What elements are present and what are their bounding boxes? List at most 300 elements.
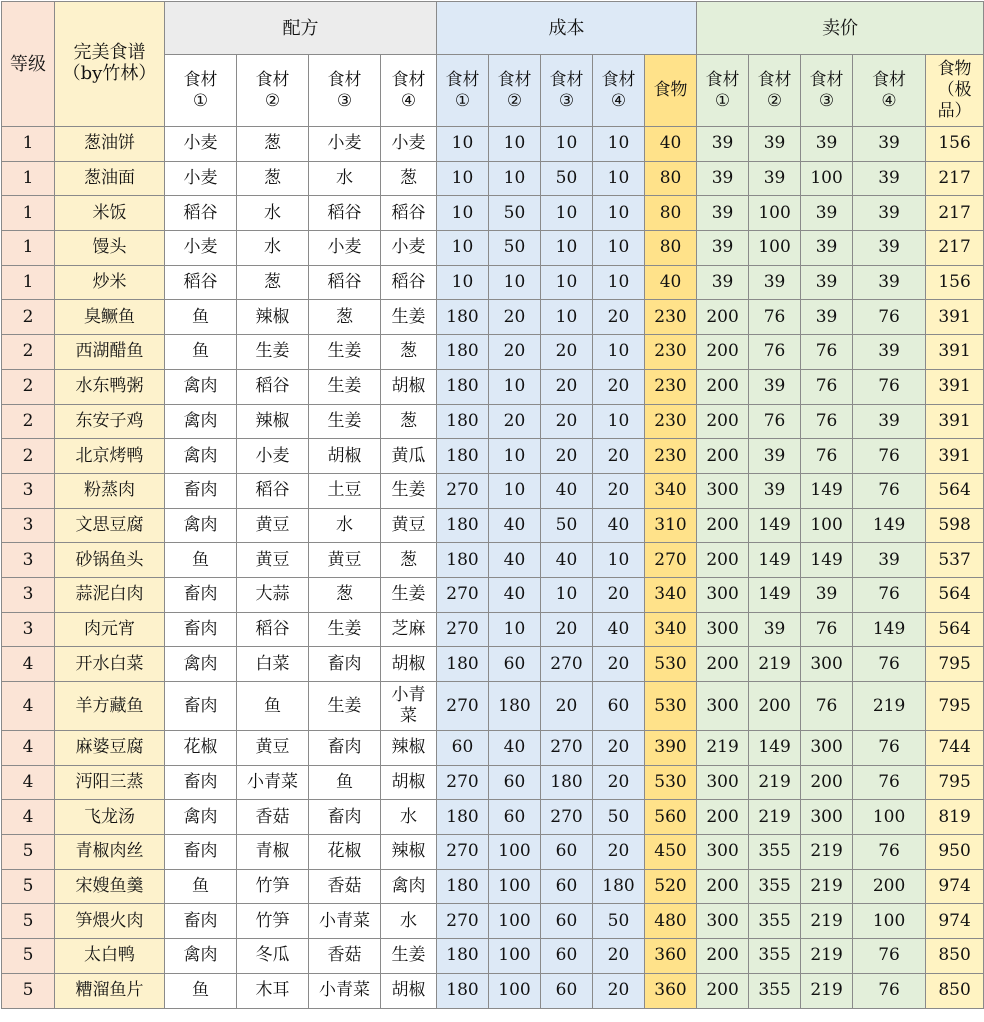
ingredient-cost-cell: 10 (593, 161, 645, 196)
ingredient-cell: 黄豆 (237, 543, 309, 578)
food-price-cell: 974 (926, 869, 984, 904)
food-price-cell: 391 (926, 335, 984, 370)
cost-col-header: 食物 (645, 55, 697, 127)
table-body (2, 127, 984, 1009)
ingredient-price-cell: 200 (697, 543, 749, 578)
ingredient-cost-cell: 180 (437, 800, 489, 835)
ingredient-price-cell: 219 (801, 869, 853, 904)
ingredient-cost-cell: 20 (489, 300, 541, 335)
ingredient-cell: 生姜 (381, 473, 437, 508)
ingredient-cost-cell: 20 (541, 404, 593, 439)
ingredient-price-cell: 76 (853, 300, 926, 335)
ingredient-cell: 小青菜 (309, 904, 381, 939)
ingredient-price-cell: 219 (697, 731, 749, 766)
ingredient-cell: 冬瓜 (237, 939, 309, 974)
ingredient-cell: 辣椒 (381, 835, 437, 870)
ingredient-cell: 生姜 (237, 335, 309, 370)
level-cell: 3 (2, 508, 55, 543)
level-cell: 4 (2, 682, 55, 731)
food-cost-cell: 530 (645, 647, 697, 682)
food-cost-cell: 230 (645, 300, 697, 335)
ingredient-price-cell: 76 (801, 682, 853, 731)
food-price-cell: 850 (926, 939, 984, 974)
food-price-cell: 217 (926, 161, 984, 196)
ingredient-cost-cell: 50 (489, 196, 541, 231)
ingredient-price-cell: 39 (697, 231, 749, 266)
ingredient-cell: 禽肉 (165, 404, 237, 439)
level-cell: 3 (2, 577, 55, 612)
ingredient-price-cell: 200 (697, 335, 749, 370)
ingredient-cell: 稻谷 (237, 473, 309, 508)
ingredient-cell: 鱼 (165, 300, 237, 335)
ingredient-cell: 小麦 (165, 161, 237, 196)
ingredient-price-cell: 39 (749, 369, 801, 404)
ingredient-cell: 葱 (237, 161, 309, 196)
food-price-cell: 795 (926, 682, 984, 731)
cost-col-header: 食材 ④ (593, 55, 645, 127)
ingredient-price-cell: 100 (749, 196, 801, 231)
ingredient-cost-cell: 10 (593, 543, 645, 578)
recipe-name-cell: 北京烤鸭 (55, 439, 165, 474)
ingredient-cell: 畜肉 (165, 904, 237, 939)
ingredient-cell: 葱 (309, 300, 381, 335)
ingredient-cell: 辣椒 (381, 731, 437, 766)
table-row (2, 161, 984, 196)
ingredient-cell: 生姜 (309, 682, 381, 731)
ingredient-cost-cell: 10 (593, 404, 645, 439)
food-cost-cell: 40 (645, 265, 697, 300)
ingredient-cell: 稻谷 (309, 265, 381, 300)
ingredient-cost-cell: 20 (593, 973, 645, 1008)
ingredient-cost-cell: 10 (489, 127, 541, 162)
ingredient-price-cell: 100 (801, 508, 853, 543)
ingredient-cell: 胡椒 (309, 439, 381, 474)
ingredient-price-cell: 219 (749, 765, 801, 800)
recipe-name-cell: 馒头 (55, 231, 165, 266)
ingredient-cost-cell: 180 (437, 439, 489, 474)
ingredient-cost-cell: 60 (541, 904, 593, 939)
ingredient-cell: 小青 菜 (381, 682, 437, 731)
ingredient-cell: 黄豆 (309, 543, 381, 578)
ingredient-price-cell: 76 (749, 335, 801, 370)
ingredient-price-cell: 300 (697, 765, 749, 800)
ingredient-cost-cell: 20 (541, 682, 593, 731)
level-cell: 1 (2, 161, 55, 196)
ingredient-cost-cell: 180 (593, 869, 645, 904)
ingredient-cost-cell: 270 (437, 904, 489, 939)
table-row (2, 765, 984, 800)
ingredient-cost-cell: 180 (437, 300, 489, 335)
table-row (2, 904, 984, 939)
level-cell: 1 (2, 231, 55, 266)
ingredient-cell: 稻谷 (165, 196, 237, 231)
table-row (2, 473, 984, 508)
food-price-cell: 391 (926, 300, 984, 335)
level-cell: 1 (2, 127, 55, 162)
ingredient-price-cell: 300 (801, 800, 853, 835)
ingredient-price-cell: 39 (801, 300, 853, 335)
ingredient-price-cell: 355 (749, 904, 801, 939)
recipe-name-cell: 东安子鸡 (55, 404, 165, 439)
ingredient-cost-cell: 100 (489, 869, 541, 904)
ingredient-price-cell: 76 (801, 439, 853, 474)
table-row (2, 369, 984, 404)
ingredient-cost-cell: 20 (593, 765, 645, 800)
table-row (2, 577, 984, 612)
food-price-cell: 950 (926, 835, 984, 870)
food-cost-cell: 230 (645, 404, 697, 439)
level-cell: 5 (2, 939, 55, 974)
ingredient-cost-cell: 40 (541, 543, 593, 578)
ingredient-price-cell: 200 (853, 869, 926, 904)
food-price-cell: 819 (926, 800, 984, 835)
ingredient-cost-cell: 10 (541, 577, 593, 612)
ingredient-cost-cell: 270 (541, 647, 593, 682)
food-cost-cell: 360 (645, 973, 697, 1008)
ingredient-price-cell: 300 (697, 612, 749, 647)
ingredient-cell: 小青菜 (237, 765, 309, 800)
ingredient-cell: 黄瓜 (381, 439, 437, 474)
ingredient-price-cell: 200 (801, 765, 853, 800)
ingredient-cell: 稻谷 (381, 265, 437, 300)
food-price-cell: 391 (926, 439, 984, 474)
ingredient-price-cell: 76 (853, 731, 926, 766)
ingredient-cell: 鱼 (165, 973, 237, 1008)
ingredient-price-cell: 39 (853, 196, 926, 231)
ingredient-cost-cell: 10 (541, 265, 593, 300)
ingredient-price-cell: 39 (853, 231, 926, 266)
table-row (2, 973, 984, 1008)
ingredient-cost-cell: 10 (437, 127, 489, 162)
ingredient-price-cell: 149 (749, 508, 801, 543)
recipe-name-cell: 飞龙汤 (55, 800, 165, 835)
food-cost-cell: 230 (645, 369, 697, 404)
group-cost-header: 成本 (437, 2, 697, 55)
ingredient-cell: 水 (237, 231, 309, 266)
food-price-cell: 156 (926, 127, 984, 162)
ingredient-cell: 黄豆 (237, 731, 309, 766)
table-row (2, 682, 984, 731)
ingredient-cost-cell: 100 (489, 939, 541, 974)
ingredient-price-cell: 149 (749, 577, 801, 612)
ingredient-cost-cell: 20 (593, 439, 645, 474)
ingredient-price-cell: 200 (697, 369, 749, 404)
table-row (2, 612, 984, 647)
ingredient-cell: 葱 (381, 161, 437, 196)
ingredient-cost-cell: 10 (489, 439, 541, 474)
ingredient-price-cell: 200 (697, 439, 749, 474)
price-col-header: 食材 ① (697, 55, 749, 127)
ingredient-cost-cell: 10 (593, 196, 645, 231)
ingredient-price-cell: 219 (853, 682, 926, 731)
ingredient-cell: 畜肉 (309, 800, 381, 835)
food-price-cell: 744 (926, 731, 984, 766)
ingredient-cost-cell: 20 (593, 473, 645, 508)
ingredient-cell: 黄豆 (381, 508, 437, 543)
ingredient-cost-cell: 10 (541, 300, 593, 335)
ingredient-cell: 禽肉 (165, 369, 237, 404)
level-cell: 3 (2, 473, 55, 508)
ingredient-price-cell: 100 (853, 904, 926, 939)
table-row (2, 127, 984, 162)
ingredient-cost-cell: 180 (437, 508, 489, 543)
ingredient-price-cell: 76 (801, 369, 853, 404)
ingredient-cell: 生姜 (309, 612, 381, 647)
table-row (2, 800, 984, 835)
ingredient-cell: 葱 (309, 577, 381, 612)
level-cell: 3 (2, 543, 55, 578)
food-cost-cell: 340 (645, 577, 697, 612)
recipe-name-cell: 沔阳三蒸 (55, 765, 165, 800)
ingredient-cost-cell: 180 (437, 973, 489, 1008)
ingredient-cost-cell: 270 (437, 765, 489, 800)
recipe-col-header: 食材 ① (165, 55, 237, 127)
ingredient-cost-cell: 60 (489, 800, 541, 835)
table-row (2, 939, 984, 974)
ingredient-cost-cell: 10 (541, 231, 593, 266)
ingredient-cost-cell: 60 (541, 835, 593, 870)
price-col-header: 食材 ② (749, 55, 801, 127)
ingredient-cell: 黄豆 (237, 508, 309, 543)
recipe-name-cell: 葱油面 (55, 161, 165, 196)
ingredient-cell: 葱 (237, 265, 309, 300)
ingredient-cost-cell: 180 (437, 647, 489, 682)
food-cost-cell: 230 (645, 439, 697, 474)
ingredient-cell: 水 (381, 800, 437, 835)
ingredient-cell: 禽肉 (165, 508, 237, 543)
ingredient-price-cell: 300 (697, 682, 749, 731)
ingredient-cell: 葱 (381, 335, 437, 370)
ingredient-cost-cell: 20 (593, 731, 645, 766)
ingredient-cost-cell: 60 (541, 973, 593, 1008)
ingredient-cost-cell: 60 (489, 647, 541, 682)
ingredient-cell: 禽肉 (165, 439, 237, 474)
ingredient-cost-cell: 180 (541, 765, 593, 800)
ingredient-cost-cell: 10 (437, 161, 489, 196)
ingredient-price-cell: 300 (697, 577, 749, 612)
ingredient-cost-cell: 40 (593, 508, 645, 543)
recipe-name-cell: 宋嫂鱼羹 (55, 869, 165, 904)
level-cell: 4 (2, 647, 55, 682)
ingredient-price-cell: 76 (853, 577, 926, 612)
ingredient-cell: 畜肉 (165, 612, 237, 647)
ingredient-cell: 胡椒 (381, 765, 437, 800)
recipe-name-cell: 文思豆腐 (55, 508, 165, 543)
ingredient-price-cell: 39 (801, 196, 853, 231)
recipe-name-cell: 羊方藏鱼 (55, 682, 165, 731)
price-col-header: 食材 ③ (801, 55, 853, 127)
ingredient-cell: 花椒 (309, 835, 381, 870)
ingredient-price-cell: 39 (749, 439, 801, 474)
table-row (2, 543, 984, 578)
level-cell: 4 (2, 731, 55, 766)
ingredient-cell: 花椒 (165, 731, 237, 766)
ingredient-cell: 葱 (237, 127, 309, 162)
ingredient-price-cell: 76 (749, 300, 801, 335)
ingredient-cell: 香菇 (309, 939, 381, 974)
ingredient-cell: 胡椒 (381, 369, 437, 404)
ingredient-cost-cell: 10 (489, 473, 541, 508)
cost-col-header: 食材 ③ (541, 55, 593, 127)
ingredient-cost-cell: 20 (593, 300, 645, 335)
ingredient-price-cell: 76 (749, 404, 801, 439)
ingredient-cost-cell: 100 (489, 904, 541, 939)
ingredient-cost-cell: 20 (489, 404, 541, 439)
ingredient-cell: 稻谷 (165, 265, 237, 300)
level-cell: 1 (2, 265, 55, 300)
ingredient-price-cell: 76 (801, 404, 853, 439)
ingredient-price-cell: 39 (697, 127, 749, 162)
ingredient-cell: 香菇 (237, 800, 309, 835)
ingredient-cell: 畜肉 (165, 765, 237, 800)
ingredient-cost-cell: 180 (489, 682, 541, 731)
ingredient-price-cell: 39 (749, 127, 801, 162)
recipe-name-cell: 太白鸭 (55, 939, 165, 974)
ingredient-cell: 畜肉 (165, 473, 237, 508)
recipe-name-cell: 葱油饼 (55, 127, 165, 162)
ingredient-cell: 生姜 (381, 300, 437, 335)
recipe-name-header (55, 2, 165, 127)
ingredient-cell: 大蒜 (237, 577, 309, 612)
ingredient-price-cell: 355 (749, 939, 801, 974)
ingredient-cost-cell: 20 (593, 369, 645, 404)
ingredient-cell: 畜肉 (165, 835, 237, 870)
ingredient-cell: 生姜 (381, 939, 437, 974)
ingredient-cost-cell: 180 (437, 939, 489, 974)
ingredient-cell: 禽肉 (165, 800, 237, 835)
level-cell: 5 (2, 973, 55, 1008)
ingredient-price-cell: 300 (697, 835, 749, 870)
food-cost-cell: 230 (645, 335, 697, 370)
ingredient-cell: 稻谷 (309, 196, 381, 231)
ingredient-cell: 鱼 (309, 765, 381, 800)
table-row (2, 404, 984, 439)
group-price-header: 卖价 (697, 2, 984, 55)
ingredient-price-cell: 355 (749, 869, 801, 904)
recipe-name-header-text: 完美食谱 （by竹林） (62, 42, 157, 84)
ingredient-price-cell: 76 (853, 439, 926, 474)
ingredient-cell: 小麦 (381, 127, 437, 162)
recipe-name-cell: 砂锅鱼头 (55, 543, 165, 578)
food-cost-cell: 560 (645, 800, 697, 835)
ingredient-price-cell: 76 (801, 335, 853, 370)
ingredient-cost-cell: 10 (593, 265, 645, 300)
ingredient-price-cell: 39 (749, 161, 801, 196)
table-row (2, 731, 984, 766)
ingredient-cell: 胡椒 (381, 973, 437, 1008)
ingredient-price-cell: 149 (853, 612, 926, 647)
ingredient-cost-cell: 10 (593, 127, 645, 162)
recipe-name-cell: 水东鸭粥 (55, 369, 165, 404)
level-cell: 3 (2, 612, 55, 647)
ingredient-cell: 水 (309, 161, 381, 196)
ingredient-price-cell: 39 (697, 196, 749, 231)
level-cell: 4 (2, 800, 55, 835)
ingredient-price-cell: 100 (749, 231, 801, 266)
food-cost-cell: 270 (645, 543, 697, 578)
price-col-header: 食物 （极品） (926, 55, 984, 127)
ingredient-price-cell: 300 (801, 647, 853, 682)
ingredient-price-cell: 39 (801, 265, 853, 300)
ingredient-cell: 辣椒 (237, 300, 309, 335)
food-price-cell: 850 (926, 973, 984, 1008)
ingredient-cell: 畜肉 (309, 647, 381, 682)
recipe-col-header: 食材 ④ (381, 55, 437, 127)
table-row (2, 300, 984, 335)
food-price-cell: 598 (926, 508, 984, 543)
ingredient-cell: 竹笋 (237, 904, 309, 939)
ingredient-cost-cell: 10 (593, 335, 645, 370)
recipe-name-cell: 米饭 (55, 196, 165, 231)
ingredient-price-cell: 76 (853, 939, 926, 974)
food-cost-cell: 40 (645, 127, 697, 162)
ingredient-cell: 小麦 (381, 231, 437, 266)
ingredient-cost-cell: 50 (593, 800, 645, 835)
ingredient-cell: 葱 (381, 404, 437, 439)
level-cell: 2 (2, 369, 55, 404)
ingredient-cost-cell: 270 (437, 577, 489, 612)
table-row (2, 196, 984, 231)
ingredient-cost-cell: 40 (541, 473, 593, 508)
ingredient-cost-cell: 100 (489, 973, 541, 1008)
recipe-name-cell: 粉蒸肉 (55, 473, 165, 508)
ingredient-price-cell: 39 (801, 231, 853, 266)
ingredient-price-cell: 76 (853, 835, 926, 870)
recipe-col-header: 食材 ③ (309, 55, 381, 127)
food-price-cell: 974 (926, 904, 984, 939)
ingredient-cost-cell: 180 (437, 369, 489, 404)
food-cost-cell: 520 (645, 869, 697, 904)
ingredient-cell: 小麦 (165, 231, 237, 266)
ingredient-cell: 禽肉 (165, 939, 237, 974)
ingredient-cost-cell: 50 (489, 231, 541, 266)
ingredient-cost-cell: 20 (593, 835, 645, 870)
ingredient-cell: 生姜 (309, 404, 381, 439)
ingredient-price-cell: 39 (749, 265, 801, 300)
recipe-name-cell: 糟溜鱼片 (55, 973, 165, 1008)
ingredient-price-cell: 219 (749, 800, 801, 835)
ingredient-cost-cell: 50 (541, 508, 593, 543)
ingredient-cell: 畜肉 (309, 731, 381, 766)
ingredient-cost-cell: 180 (437, 543, 489, 578)
ingredient-price-cell: 355 (749, 973, 801, 1008)
ingredient-cost-cell: 20 (541, 612, 593, 647)
ingredient-cell: 鱼 (165, 335, 237, 370)
food-price-cell: 217 (926, 196, 984, 231)
ingredient-price-cell: 355 (749, 835, 801, 870)
food-cost-cell: 340 (645, 473, 697, 508)
ingredient-cell: 水 (381, 904, 437, 939)
cost-col-header: 食材 ① (437, 55, 489, 127)
food-cost-cell: 480 (645, 904, 697, 939)
ingredient-price-cell: 219 (801, 835, 853, 870)
table-row (2, 335, 984, 370)
ingredient-cell: 小麦 (309, 127, 381, 162)
ingredient-cost-cell: 10 (489, 161, 541, 196)
ingredient-cell: 辣椒 (237, 404, 309, 439)
ingredient-cell: 青椒 (237, 835, 309, 870)
level-cell: 4 (2, 765, 55, 800)
food-price-cell: 564 (926, 577, 984, 612)
ingredient-cost-cell: 10 (489, 369, 541, 404)
food-price-cell: 391 (926, 369, 984, 404)
table-row (2, 231, 984, 266)
ingredient-price-cell: 200 (697, 939, 749, 974)
ingredient-price-cell: 76 (853, 765, 926, 800)
ingredient-price-cell: 76 (801, 612, 853, 647)
ingredient-price-cell: 200 (697, 508, 749, 543)
table-row (2, 835, 984, 870)
